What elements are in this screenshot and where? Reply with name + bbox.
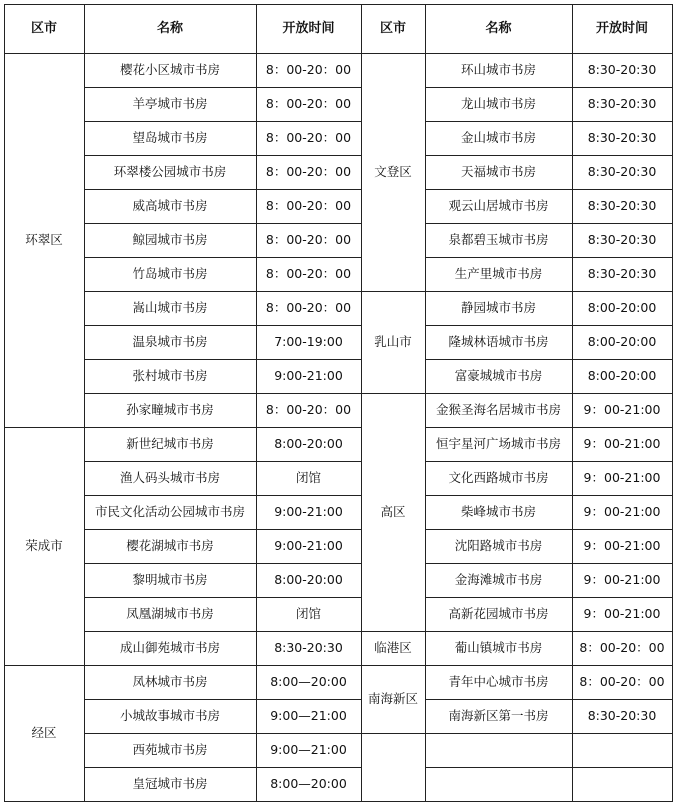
district-divider [361,631,426,632]
library-name: 青年中心城市书房 [448,673,549,689]
row-divider [84,665,362,666]
library-name: 羊亭城市书房 [132,95,208,111]
header-hours: 开放时间 [282,21,335,36]
district-cell [361,733,425,801]
row-divider [425,461,673,462]
header-name: 名称 [485,21,512,36]
library-name: 高新花园城市书房 [448,605,549,621]
row-divider [425,393,673,394]
row-divider [84,427,362,428]
opening-hours [572,767,672,801]
library-name: 张村城市书房 [132,367,208,383]
opening-hours: 8:00-20:00 [587,367,657,383]
row-divider [425,665,673,666]
header-name: 名称 [156,21,183,36]
library-name: 竹岛城市书房 [132,265,208,281]
district-cell: 经区 [31,724,57,740]
row-divider [84,597,362,598]
opening-hours: 8:30-20:30 [587,163,657,179]
row-divider [84,291,362,292]
district-cell: 高区 [380,503,406,519]
opening-hours: 9:00-21:00 [274,537,343,553]
opening-hours: 8:30-20:30 [587,707,657,723]
district-divider [361,665,426,666]
row-divider [84,529,362,530]
opening-hours: 9：00-21:00 [583,435,661,451]
library-name: 沈阳路城市书房 [454,537,543,553]
library-name: 富豪城城市书房 [454,367,543,383]
library-name: 孙家疃城市书房 [126,401,214,417]
library-name: 龙山城市书房 [460,95,536,111]
opening-hours: 8:30-20:30 [587,95,657,111]
row-divider [84,461,362,462]
district-divider [4,427,85,428]
row-divider [84,257,362,258]
opening-hours: 8：00-20：00 [265,401,352,417]
library-name: 生产里城市书房 [454,265,543,281]
opening-hours: 8:00—20:00 [270,673,347,689]
row-divider [425,529,673,530]
row-divider [425,223,673,224]
column-divider [4,4,5,802]
district-divider [4,665,85,666]
library-name: 凤凰湖城市书房 [126,605,214,621]
library-name: 文化西路城市书房 [448,469,549,485]
library-name: 凤林城市书房 [132,673,208,689]
library-name: 渔人码头城市书房 [119,469,220,485]
row-divider [425,733,673,734]
opening-hours: 9:00-21:00 [274,367,343,383]
district-cell: 荣成市 [25,537,63,553]
library-name: 泉都碧玉城市书房 [448,231,549,247]
opening-hours: 8：00-20：00 [265,265,352,281]
library-name: 观云山居城市书房 [448,197,549,213]
row-divider [84,325,362,326]
library-name: 环山城市书房 [460,61,536,77]
row-divider [425,597,673,598]
row-divider [425,121,673,122]
header-hours: 开放时间 [595,21,648,36]
opening-hours: 8：00-20：00 [265,231,352,247]
row-divider [84,155,362,156]
row-divider [84,121,362,122]
opening-hours: 9:00—21:00 [270,741,347,757]
library-name: 恒宇星河广场城市书房 [435,435,561,451]
column-divider [572,4,573,802]
library-name: 市民文化活动公园城市书房 [94,503,245,519]
row-divider [425,631,673,632]
opening-hours: 8:30-20:30 [587,129,657,145]
opening-hours: 8:00—20:00 [270,775,347,791]
opening-hours: 8:30-20:30 [587,265,657,281]
library-name: 金海滩城市书房 [454,571,543,587]
library-name: 成山御苑城市书房 [119,639,220,655]
row-divider [425,359,673,360]
opening-hours: 8:30-20:30 [274,639,343,655]
column-divider [361,4,362,802]
library-name: 温泉城市书房 [132,333,208,349]
header-district: 区市 [30,21,57,36]
opening-hours: 8:30-20:30 [587,197,657,213]
library-name: 樱花湖城市书房 [126,537,214,553]
library-name: 环翠楼公园城市书房 [113,163,227,179]
row-divider [84,223,362,224]
library-name: 皇冠城市书房 [132,775,208,791]
library-name: 柴峰城市书房 [460,503,536,519]
opening-hours: 9：00-21:00 [583,401,661,417]
library-name [425,767,572,801]
row-divider [84,767,362,768]
opening-hours: 8：00-20：00 [265,163,352,179]
opening-hours: 8:30-20:30 [587,231,657,247]
opening-hours: 8：00-20：00 [579,673,665,689]
row-divider [425,699,673,700]
district-divider [361,733,426,734]
row-divider [84,87,362,88]
row-divider [84,631,362,632]
library-name: 静园城市书房 [460,299,536,315]
opening-hours: 7:00-19:00 [274,333,343,349]
library-name: 南海新区第一书房 [448,707,549,723]
opening-hours: 8：00-20：00 [265,129,352,145]
library-name: 新世纪城市书房 [126,435,214,451]
district-divider [361,291,426,292]
library-name: 鲸园城市书房 [132,231,208,247]
district-cell: 南海新区 [367,690,418,706]
opening-hours: 9：00-21:00 [583,571,661,587]
row-divider [84,495,362,496]
opening-hours: 8：00-20：00 [265,299,352,315]
opening-hours: 8:00-20:00 [587,333,657,349]
row-divider [425,563,673,564]
column-divider [672,4,673,802]
district-cell: 乳山市 [374,333,412,349]
opening-hours: 8：00-20：00 [579,639,665,655]
opening-hours: 9:00-21:00 [274,503,343,519]
opening-hours: 闭馆 [295,605,321,621]
row-divider [425,427,673,428]
column-divider [256,4,257,802]
opening-hours: 9:00—21:00 [270,707,347,723]
opening-hours: 闭馆 [295,469,321,485]
opening-hours: 8:00-20:00 [274,435,343,451]
library-name: 樱花小区城市书房 [119,61,220,77]
opening-hours: 9：00-21:00 [583,537,661,553]
column-divider [425,4,426,802]
row-divider [425,189,673,190]
opening-hours: 8:00-20:00 [587,299,657,315]
district-cell: 临港区 [374,639,412,655]
opening-hours: 8：00-20：00 [265,61,352,77]
opening-hours [572,733,672,767]
library-name: 金猴圣海名居城市书房 [435,401,561,417]
library-name: 西苑城市书房 [132,741,208,757]
row-divider [84,699,362,700]
opening-hours: 9：00-21:00 [583,503,661,519]
library-name [425,733,572,767]
opening-hours: 8:00-20:00 [274,571,343,587]
district-cell: 文登区 [374,163,412,179]
library-name: 嵩山城市书房 [132,299,208,315]
row-divider [425,767,673,768]
opening-hours: 9：00-21:00 [583,605,661,621]
row-divider [84,359,362,360]
opening-hours: 8：00-20：00 [265,197,352,213]
row-divider [425,257,673,258]
row-divider [425,155,673,156]
district-cell: 环翠区 [25,231,63,247]
row-divider [425,87,673,88]
row-divider [84,189,362,190]
opening-hours: 8:30-20:30 [587,61,657,77]
library-name: 金山城市书房 [460,129,536,145]
header-district: 区市 [379,21,406,36]
district-divider [361,393,426,394]
row-divider [425,291,673,292]
library-name: 隆城林语城市书房 [448,333,549,349]
library-name: 葡山镇城市书房 [454,639,543,655]
row-divider [425,325,673,326]
opening-hours: 8：00-20：00 [265,95,352,111]
row-divider [425,495,673,496]
row-divider [84,563,362,564]
opening-hours: 9：00-21:00 [583,469,661,485]
column-divider [84,4,85,802]
library-name: 望岛城市书房 [132,129,208,145]
library-name: 威高城市书房 [132,197,208,213]
row-divider [84,733,362,734]
row-divider [84,393,362,394]
library-name: 黎明城市书房 [132,571,208,587]
library-name: 天福城市书房 [460,163,536,179]
library-name: 小城故事城市书房 [119,707,220,723]
